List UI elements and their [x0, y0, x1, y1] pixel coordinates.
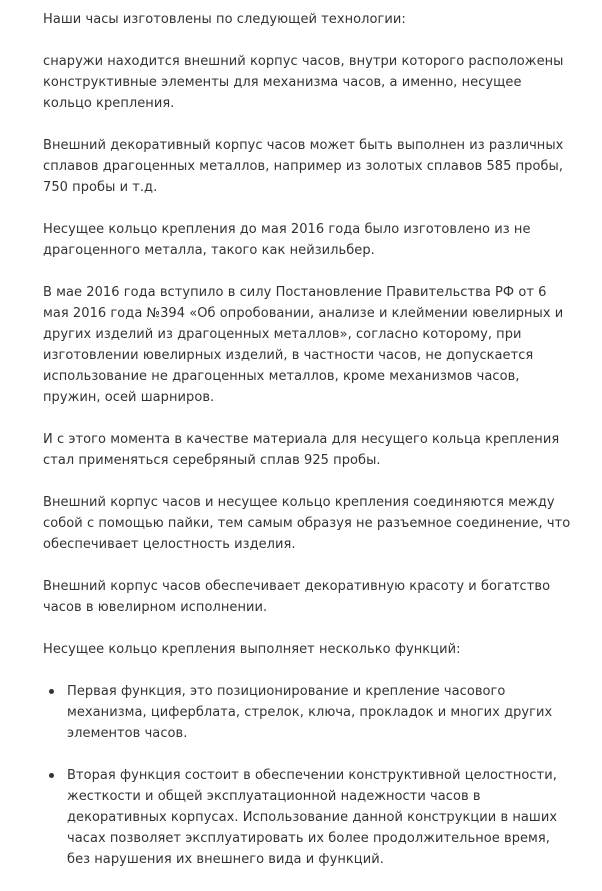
paragraph-functions-heading: Несущее кольцо крепления выполняет несколько функций: — [43, 642, 461, 657]
paragraph-regulation: В мае 2016 года вступило в силу Постановление Правительства РФ от 6 мая 2016 года №394 «Об опробовании, анализе и клеймении ювелирных и других изделий из драгоценных металлов», согласно которому, при изготовлении ювелирных изделий, в частности часов, не допускается использование не драгоценных металлов, кроме механизмов часов, пружин, осей шарниров. — [43, 285, 564, 405]
paragraph-soldering: Внешний корпус часов и несущее кольцо крепления соединяются между собой с помощью пайки, тем самым образуя не разъемное соединение, что обеспечивает целостность изделия. — [43, 495, 571, 552]
list-item — [43, 681, 573, 744]
paragraph-ring-before-2016: Несущее кольцо крепления до мая 2016 года было изготовлено из не драгоценного металла, такого как нейзильбер. — [43, 222, 531, 258]
paragraph-decorative: Внешний корпус часов обеспечивает декоративную красоту и богатство часов в ювелирном исполнении. — [43, 579, 551, 615]
paragraph-case-alloys: Внешний декоративный корпус часов может быть выполнен из различных сплавов драгоценных металлов, например из золотых сплавов 585 пробы, 750 пробы и т.д. — [43, 138, 564, 195]
list-item-text: Первая функция, это позиционирование и крепление часового механизма, циферблата, стрелок, ключа, прокладок и многих других элементов часов. — [67, 684, 553, 741]
functions-list — [43, 681, 573, 870]
bullet-icon — [49, 773, 54, 778]
bullet-icon — [49, 689, 54, 694]
list-item-text: Вторая функция состоит в обеспечении конструктивной целостности, жесткости и общей эксплуатационной надежности часов в декоративных корпусах. Использование данной конструкции в наших часах позволяет эксплуатировать их более продолжительное время, без нарушения их внешнего вида и функций. — [67, 768, 558, 867]
article-body — [43, 9, 573, 891]
list-item — [43, 765, 573, 870]
paragraph-silver-925: И с этого момента в качестве материала для несущего кольца крепления стал применяться серебряный сплав 925 пробы. — [43, 432, 560, 468]
intro-paragraph: Наши часы изготовлены по следующей технологии: — [43, 12, 406, 27]
paragraph-outer-case: снаружи находится внешний корпус часов, внутри которого расположены конструктивные элементы для механизма часов, а именно, несущее кольцо крепления. — [43, 54, 564, 111]
